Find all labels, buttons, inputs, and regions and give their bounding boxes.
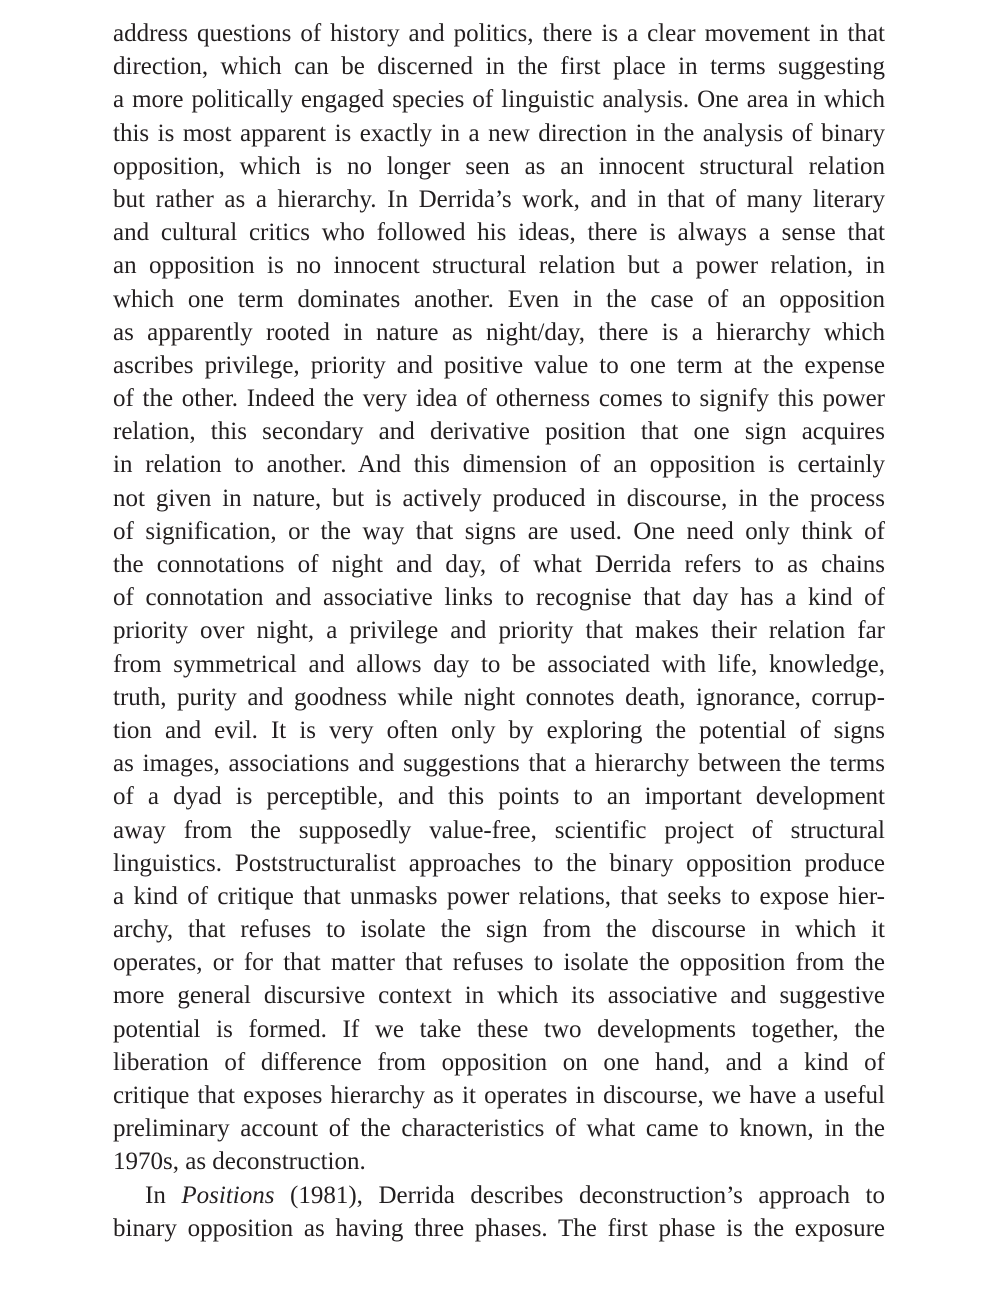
text-line: priority over night, a privilege and priority that makes their relation far xyxy=(113,617,885,645)
text-line: ascribes privilege, priority and positive value to one term at the expense xyxy=(113,351,885,379)
text-line: truth, purity and goodness while night connotes death, ignorance, corrup- xyxy=(113,683,885,711)
text-line: which one term dominates another. Even in the case of an opposition xyxy=(113,285,885,313)
text-line: of a dyad is perceptible, and this points to an important development xyxy=(113,783,885,811)
text-line: a more politically engaged species of linguistic analysis. One area in which xyxy=(113,86,885,114)
document-page xyxy=(113,17,885,1245)
text-line: as apparently rooted in nature as night/day, there is a hierarchy which xyxy=(113,318,885,346)
text-line: more general discursive context in which its associative and suggestive xyxy=(113,982,885,1010)
text-line: relation, this secondary and derivative position that one sign acquires xyxy=(113,418,885,446)
text-line: of signification, or the way that signs are used. One need only think of xyxy=(113,517,885,545)
text-line: potential is formed. If we take these two developments together, the xyxy=(113,1015,885,1043)
text-line: the connotations of night and day, of what Derrida refers to as chains xyxy=(113,551,885,578)
text-line: binary opposition as having three phases. The first phase is the exposure xyxy=(113,1214,885,1242)
text-line: and cultural critics who followed his ideas, there is always a sense that xyxy=(113,219,885,247)
text-run: In xyxy=(145,1181,182,1209)
text-line: preliminary account of the characteristics of what came to known, in the xyxy=(113,1115,885,1143)
text-line: archy, that refuses to isolate the sign from the discourse in which it xyxy=(113,916,885,944)
text-line: as images, associations and suggestions that a hierarchy between the terms xyxy=(113,750,885,778)
text-line: address questions of history and politics, there is a clear movement in that xyxy=(113,20,885,47)
text-line: in relation to another. And this dimension of an opposition is certainly xyxy=(113,451,885,479)
text-line: tion and evil. It is very often only by exploring the potential of signs xyxy=(113,716,885,744)
text-line: a kind of critique that unmasks power relations, that seeks to expose hier- xyxy=(113,882,885,910)
text-run: (1981), Derrida describes deconstruction’s approach to xyxy=(274,1181,885,1209)
text-line: away from the supposedly value-free, scientific project of structural xyxy=(113,816,885,844)
text-line: this is most apparent is exactly in a new direction in the analysis of binary xyxy=(113,119,885,147)
paragraph-2 xyxy=(113,1179,885,1245)
paragraph-1 xyxy=(113,17,885,1179)
text-line: 1970s, as deconstruction. xyxy=(113,1148,366,1176)
text-line: critique that exposes hierarchy as it operates in discourse, we have a useful xyxy=(113,1082,885,1109)
text-line: linguistics. Poststructuralist approaches to the binary opposition produce xyxy=(113,849,885,877)
text-line xyxy=(113,1179,885,1212)
text-line: opposition, which is no longer seen as an innocent structural relation xyxy=(113,152,885,180)
text-line: liberation of difference from opposition on one hand, and a kind of xyxy=(113,1048,885,1076)
text-line: an opposition is no innocent structural relation but a power relation, in xyxy=(113,252,885,280)
text-line: operates, or for that matter that refuses to isolate the opposition from the xyxy=(113,949,885,977)
book-title-positions: Positions xyxy=(181,1181,275,1209)
text-line: from symmetrical and allows day to be associated with life, knowledge, xyxy=(113,650,885,678)
text-line: direction, which can be discerned in the first place in terms suggesting xyxy=(113,53,885,81)
text-line: of connotation and associative links to recognise that day has a kind of xyxy=(113,584,885,612)
text-line: not given in nature, but is actively produced in discourse, in the process xyxy=(113,484,885,512)
text-line: but rather as a hierarchy. In Derrida’s work, and in that of many literary xyxy=(113,185,885,213)
text-line: of the other. Indeed the very idea of otherness comes to signify this power xyxy=(113,385,885,413)
